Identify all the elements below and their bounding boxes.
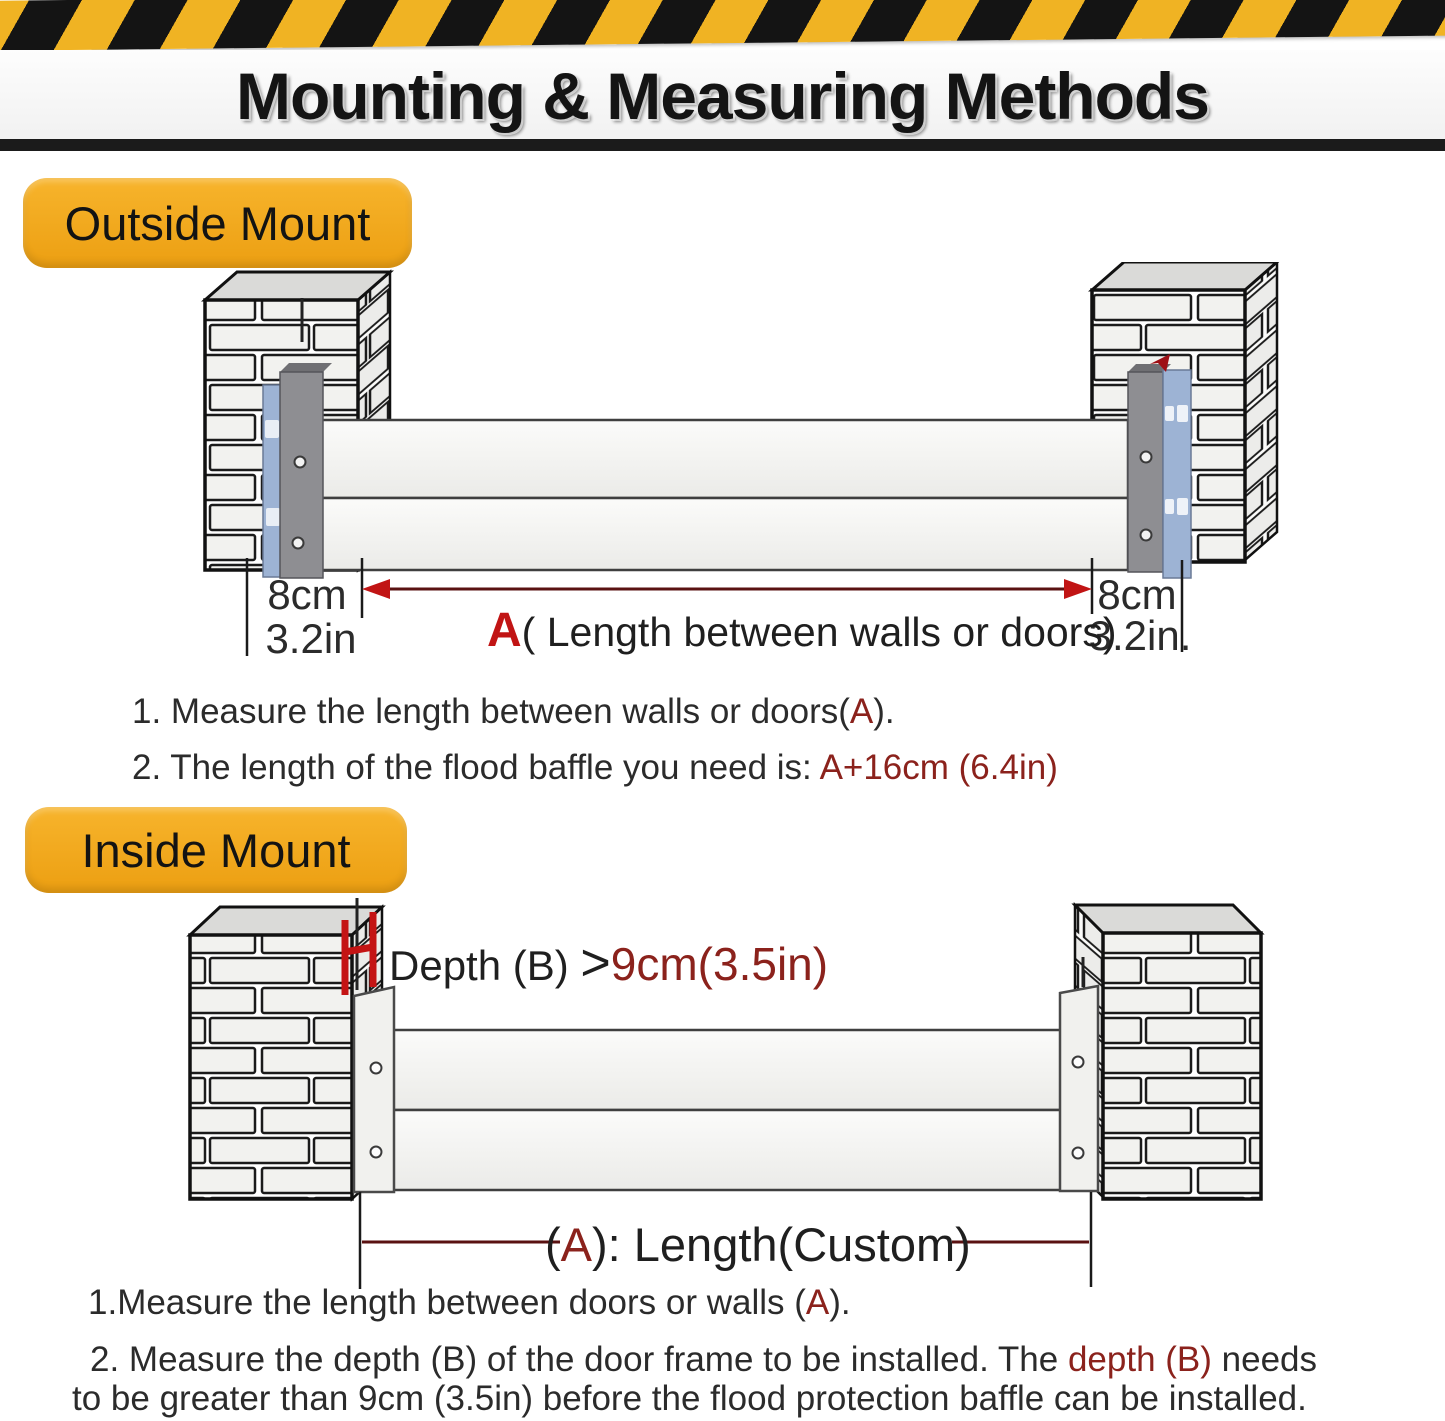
page-title: Mounting & Measuring Methods	[0, 50, 1445, 142]
inside-right-pillar	[1075, 905, 1261, 1199]
inside-step-1: 1.Measure the length between doors or walls (A).	[88, 1283, 851, 1322]
outside-right-bracket	[1128, 354, 1191, 578]
inside-mount-label: Inside Mount	[25, 807, 407, 893]
inside-right-channel	[1060, 957, 1098, 1191]
flood-barrier-panels	[322, 420, 1128, 570]
title-underline-bar	[0, 139, 1445, 151]
length-dimension-label: A( Length between walls or doors)	[487, 604, 1117, 657]
inside-mount-diagram	[0, 895, 1445, 1295]
hazard-stripe-band	[0, 0, 1445, 54]
inside-step-2-line-2: to be greater than 9cm (3.5in) before the flood protection baffle can be installed.	[72, 1379, 1307, 1418]
depth-label: Depth (B) >9cm(3.5in)	[389, 934, 829, 992]
outside-step-1: 1. Measure the length between walls or doors(A).	[132, 692, 895, 731]
outside-mount-label: Outside Mount	[23, 178, 412, 268]
right-8cm-label: 8cm	[1097, 571, 1177, 618]
length-arrow	[362, 579, 1092, 599]
left-8cm-label: 8cm	[267, 571, 347, 618]
inside-flood-barrier-panels	[390, 1030, 1062, 1190]
left-32in-label: 3.2in	[265, 615, 357, 662]
right-32in-label: 3.2in.	[1088, 612, 1192, 659]
inside-length-label: (A): Length(Custom)	[545, 1218, 971, 1271]
outside-step-2: 2. The length of the flood baffle you need is: A+16cm (6.4in)	[132, 748, 1058, 787]
hazard-stripes	[0, 0, 1445, 51]
outside-mount-diagram	[0, 262, 1445, 672]
inside-step-2-line-1: 2. Measure the depth (B) of the door frame to be installed. The depth (B) needs	[90, 1340, 1318, 1379]
